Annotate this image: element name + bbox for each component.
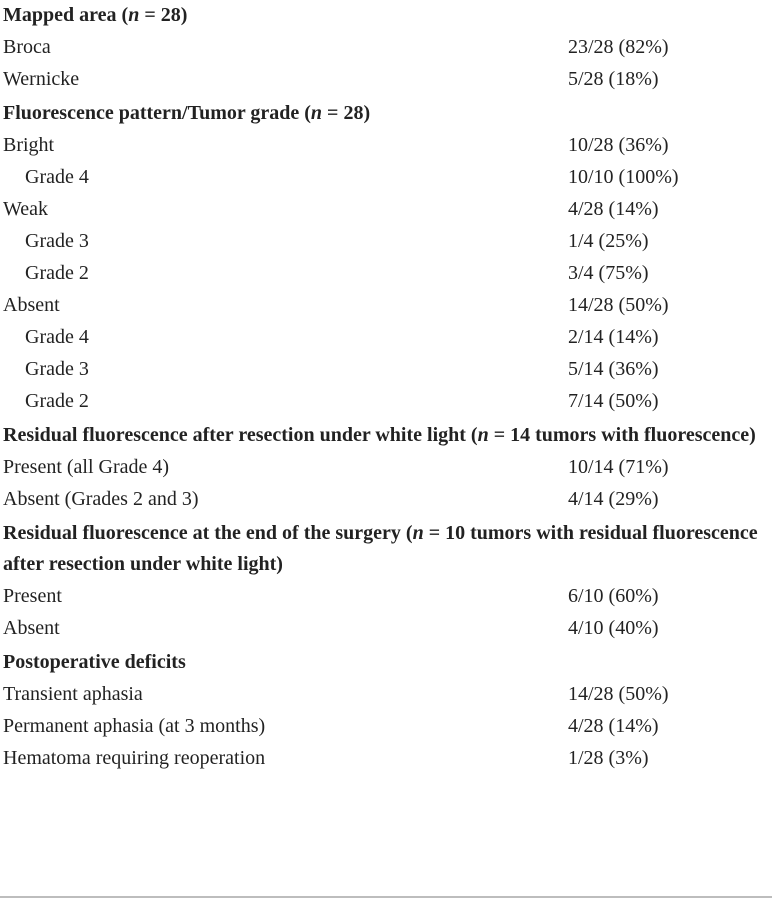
table-row: Broca 23/28 (82%) (3, 36, 669, 58)
section-heading-residual-end-surgery: Residual fluorescence at the end of the surgery (n = 10 tumors with residual fluorescence after resection under white light) (3, 522, 758, 575)
table-row: Absent 14/28 (50%) (3, 294, 669, 316)
table-row: Absent (Grades 2 and 3) 4/14 (29%) (3, 488, 659, 510)
table-row: Grade 2 7/14 (50%) (25, 390, 659, 412)
table-row: Grade 3 1/4 (25%) (25, 230, 649, 252)
table-row: Permanent aphasia (at 3 months) 4/28 (14%) (3, 715, 659, 737)
section-heading-postoperative-deficits: Postoperative deficits (3, 651, 186, 673)
table-row: Present 6/10 (60%) (3, 585, 659, 607)
table-row: Grade 2 3/4 (75%) (25, 262, 649, 284)
table-row: Bright 10/28 (36%) (3, 134, 669, 156)
section-heading-fluorescence-pattern: Fluorescence pattern/Tumor grade (n = 28) (3, 102, 371, 124)
table-row: Grade 4 2/14 (14%) (25, 326, 659, 348)
table-row: Absent 4/10 (40%) (3, 617, 659, 639)
section-heading-mapped-area: Mapped area (n = 28) (3, 4, 188, 26)
bottom-rule (0, 896, 772, 898)
table-row: Grade 4 10/10 (100%) (25, 166, 679, 188)
table-row: Wernicke 5/28 (18%) (3, 68, 659, 90)
section-heading-residual-white-light: Residual fluorescence after resection under white light (n = 14 tumors with fluorescence) (3, 424, 756, 446)
table-row: Hematoma requiring reoperation 1/28 (3%) (3, 747, 649, 769)
table-row: Transient aphasia 14/28 (50%) (3, 683, 669, 705)
table-row: Present (all Grade 4) 10/14 (71%) (3, 456, 669, 478)
table-row: Grade 3 5/14 (36%) (25, 358, 659, 380)
table-row: Weak 4/28 (14%) (3, 198, 659, 220)
